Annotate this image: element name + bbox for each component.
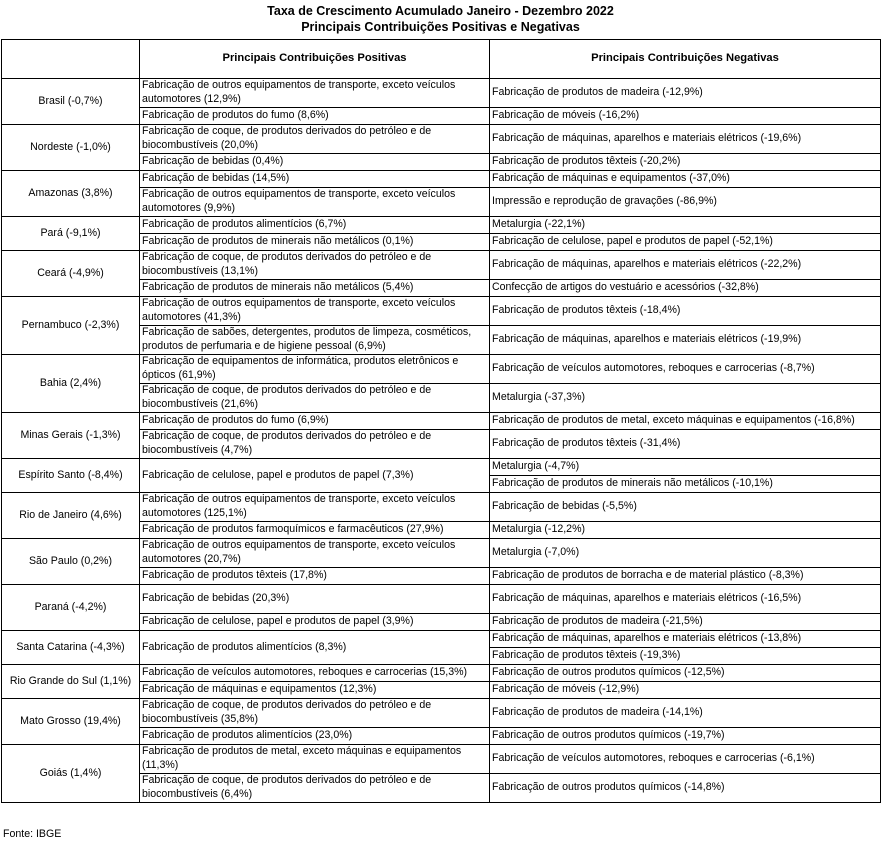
negative-cell: Metalurgia (-4,7%): [490, 459, 881, 476]
table-row: [2, 585, 881, 614]
state-cell: Espírito Santo (-8,4%): [2, 459, 140, 493]
state-cell: Santa Catarina (-4,3%): [2, 631, 140, 665]
negative-cell: Confecção de artigos do vestuário e acessórios (-32,8%): [490, 280, 881, 297]
source-note: Fonte: IBGE: [3, 828, 62, 840]
positive-cell: Fabricação de produtos do fumo (8,6%): [140, 108, 490, 125]
table-row: [2, 539, 881, 568]
negative-cell: Fabricação de móveis (-16,2%): [490, 108, 881, 125]
table-row: [2, 459, 881, 476]
table-row: [2, 125, 881, 154]
table-row: [2, 745, 881, 774]
negative-cell: Fabricação de máquinas e equipamentos (-37,0%): [490, 171, 881, 188]
negative-cell: Metalurgia (-37,3%): [490, 384, 881, 413]
negative-cell: Fabricação de produtos têxteis (-31,4%): [490, 430, 881, 459]
table-title: Taxa de Crescimento Acumulado Janeiro - Dezembro 2022: [267, 4, 614, 18]
header-blank: [2, 40, 140, 79]
state-cell: Bahia (2,4%): [2, 355, 140, 413]
positive-cell: Fabricação de coque, de produtos derivados do petróleo e de biocombustíveis (35,8%): [140, 699, 490, 728]
positive-cell: Fabricação de outros equipamentos de transporte, exceto veículos automotores (41,3%): [140, 297, 490, 326]
state-cell: Rio de Janeiro (4,6%): [2, 493, 140, 539]
positive-cell: Fabricação de celulose, papel e produtos de papel (7,3%): [140, 459, 490, 493]
positive-cell: Fabricação de coque, de produtos derivados do petróleo e de biocombustíveis (20,0%): [140, 125, 490, 154]
negative-cell: Fabricação de produtos de madeira (-14,1%): [490, 699, 881, 728]
negative-cell: Fabricação de produtos têxteis (-18,4%): [490, 297, 881, 326]
header-positive: Principais Contribuições Positivas: [140, 40, 490, 79]
state-cell: Ceará (-4,9%): [2, 251, 140, 297]
positive-cell: Fabricação de produtos alimentícios (23,0%): [140, 728, 490, 745]
state-cell: Mato Grosso (19,4%): [2, 699, 140, 745]
positive-cell: Fabricação de máquinas e equipamentos (12,3%): [140, 682, 490, 699]
negative-cell: Fabricação de produtos de madeira (-12,9%): [490, 79, 881, 108]
header-row: [2, 40, 881, 79]
table-row: [2, 493, 881, 522]
positive-cell: Fabricação de equipamentos de informática, produtos eletrônicos e ópticos (61,9%): [140, 355, 490, 384]
state-cell: Brasil (-0,7%): [2, 79, 140, 125]
positive-cell: Fabricação de veículos automotores, reboques e carrocerias (15,3%): [140, 665, 490, 682]
positive-cell: Fabricação de produtos alimentícios (6,7%): [140, 217, 490, 234]
positive-cell: Fabricação de coque, de produtos derivados do petróleo e de biocombustíveis (21,6%): [140, 384, 490, 413]
negative-cell: Fabricação de produtos têxteis (-19,3%): [490, 648, 881, 665]
table-row: [2, 413, 881, 430]
positive-cell: Fabricação de bebidas (0,4%): [140, 154, 490, 171]
table-subtitle: Principais Contribuições Positivas e Negativas: [301, 20, 580, 34]
state-cell: Paraná (-4,2%): [2, 585, 140, 631]
positive-cell: Fabricação de produtos de metal, exceto máquinas e equipamentos (11,3%): [140, 745, 490, 774]
table-row: [2, 171, 881, 188]
negative-cell: Fabricação de veículos automotores, reboques e carrocerias (-6,1%): [490, 745, 881, 774]
negative-cell: Fabricação de máquinas, aparelhos e materiais elétricos (-13,8%): [490, 631, 881, 648]
state-cell: Minas Gerais (-1,3%): [2, 413, 140, 459]
negative-cell: Fabricação de máquinas, aparelhos e materiais elétricos (-19,6%): [490, 125, 881, 154]
negative-cell: Fabricação de bebidas (-5,5%): [490, 493, 881, 522]
positive-cell: Fabricação de outros equipamentos de transporte, exceto veículos automotores (125,1%): [140, 493, 490, 522]
positive-cell: Fabricação de coque, de produtos derivados do petróleo e de biocombustíveis (6,4%): [140, 774, 490, 803]
negative-cell: Fabricação de veículos automotores, reboques e carrocerias (-8,7%): [490, 355, 881, 384]
positive-cell: Fabricação de produtos do fumo (6,9%): [140, 413, 490, 430]
positive-cell: Fabricação de produtos têxteis (17,8%): [140, 568, 490, 585]
table-row: [2, 699, 881, 728]
state-cell: Pernambuco (-2,3%): [2, 297, 140, 355]
positive-cell: Fabricação de produtos de minerais não metálicos (5,4%): [140, 280, 490, 297]
positive-cell: Fabricação de bebidas (14,5%): [140, 171, 490, 188]
state-cell: Nordeste (-1,0%): [2, 125, 140, 171]
negative-cell: Fabricação de celulose, papel e produtos de papel (-52,1%): [490, 234, 881, 251]
negative-cell: Impressão e reprodução de gravações (-86,9%): [490, 188, 881, 217]
negative-cell: Fabricação de máquinas, aparelhos e materiais elétricos (-16,5%): [490, 585, 881, 614]
negative-cell: Metalurgia (-22,1%): [490, 217, 881, 234]
negative-cell: Fabricação de outros produtos químicos (-14,8%): [490, 774, 881, 803]
header-negative: Principais Contribuições Negativas: [490, 40, 881, 79]
negative-cell: Fabricação de outros produtos químicos (-19,7%): [490, 728, 881, 745]
table-row: [2, 251, 881, 280]
table-row: [2, 355, 881, 384]
state-cell: Pará (-9,1%): [2, 217, 140, 251]
negative-cell: Metalurgia (-7,0%): [490, 539, 881, 568]
state-cell: Rio Grande do Sul (1,1%): [2, 665, 140, 699]
positive-cell: Fabricação de celulose, papel e produtos de papel (3,9%): [140, 614, 490, 631]
positive-cell: Fabricação de produtos farmoquímicos e farmacêuticos (27,9%): [140, 522, 490, 539]
negative-cell: Fabricação de produtos de metal, exceto máquinas e equipamentos (-16,8%): [490, 413, 881, 430]
positive-cell: Fabricação de coque, de produtos derivados do petróleo e de biocombustíveis (13,1%): [140, 251, 490, 280]
state-cell: Goiás (1,4%): [2, 745, 140, 803]
table-row: [2, 297, 881, 326]
positive-cell: Fabricação de outros equipamentos de transporte, exceto veículos automotores (20,7%): [140, 539, 490, 568]
positive-cell: Fabricação de outros equipamentos de transporte, exceto veículos automotores (12,9%): [140, 79, 490, 108]
table-row: [2, 665, 881, 682]
table-row: [2, 631, 881, 648]
table-row: [2, 79, 881, 108]
negative-cell: Fabricação de máquinas, aparelhos e materiais elétricos (-22,2%): [490, 251, 881, 280]
table-row: [2, 217, 881, 234]
positive-cell: Fabricação de produtos alimentícios (8,3%): [140, 631, 490, 665]
negative-cell: Fabricação de outros produtos químicos (-12,5%): [490, 665, 881, 682]
state-cell: Amazonas (3,8%): [2, 171, 140, 217]
contributions-table: [1, 39, 881, 803]
positive-cell: Fabricação de sabões, detergentes, produtos de limpeza, cosméticos, produtos de perfumaria e de higiene pessoal (6,9%): [140, 326, 490, 355]
positive-cell: Fabricação de produtos de minerais não metálicos (0,1%): [140, 234, 490, 251]
positive-cell: Fabricação de bebidas (20,3%): [140, 585, 490, 614]
negative-cell: Fabricação de máquinas, aparelhos e materiais elétricos (-19,9%): [490, 326, 881, 355]
negative-cell: Fabricação de móveis (-12,9%): [490, 682, 881, 699]
negative-cell: Fabricação de produtos de madeira (-21,5%): [490, 614, 881, 631]
state-cell: São Paulo (0,2%): [2, 539, 140, 585]
negative-cell: Fabricação de produtos de borracha e de material plástico (-8,3%): [490, 568, 881, 585]
negative-cell: Fabricação de produtos têxteis (-20,2%): [490, 154, 881, 171]
negative-cell: Metalurgia (-12,2%): [490, 522, 881, 539]
positive-cell: Fabricação de coque, de produtos derivados do petróleo e de biocombustíveis (4,7%): [140, 430, 490, 459]
negative-cell: Fabricação de produtos de minerais não metálicos (-10,1%): [490, 476, 881, 493]
positive-cell: Fabricação de outros equipamentos de transporte, exceto veículos automotores (9,9%): [140, 188, 490, 217]
